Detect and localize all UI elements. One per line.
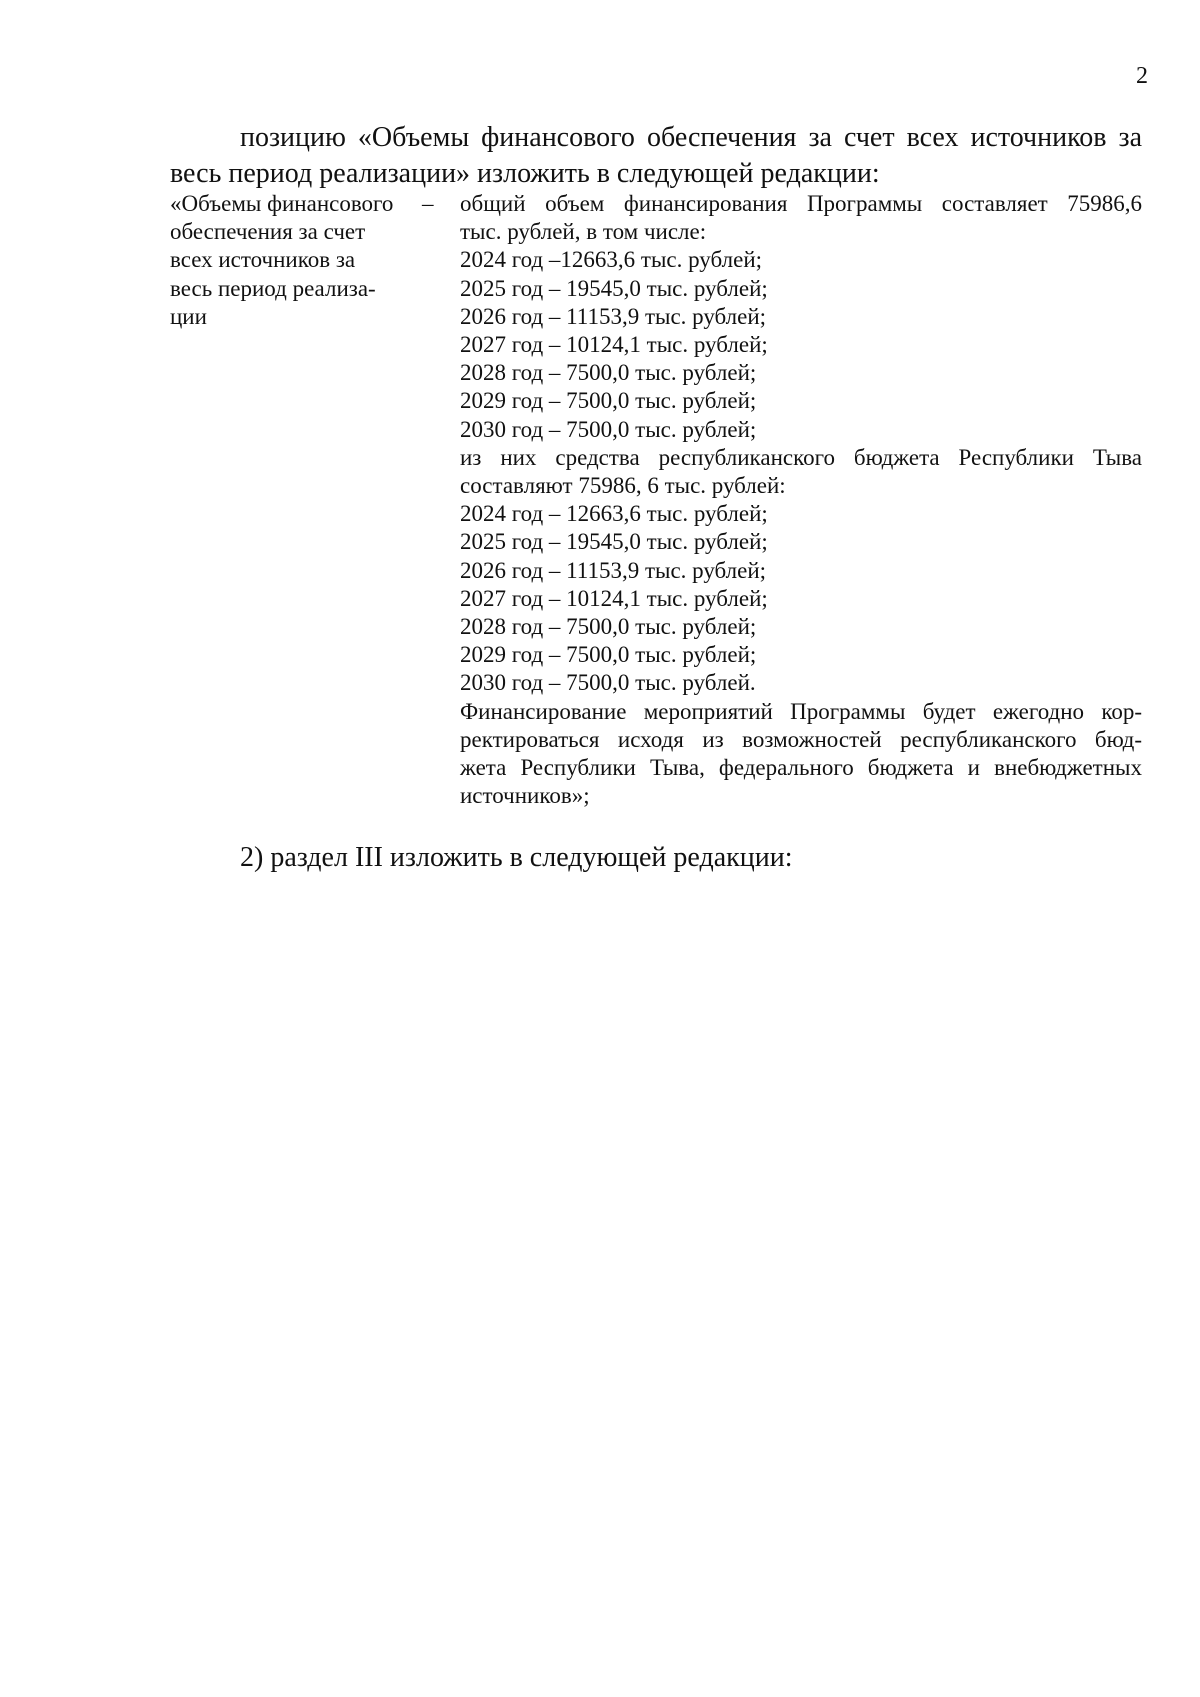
note-line-3: жета Республики Тыва, федерального бюджета и внебюджетных <box>460 755 1142 781</box>
year-republic-line: 2026 год – 11153,9 тыс. рублей; <box>460 557 767 583</box>
year-republic-line: 2024 год – 12663,6 тыс. рублей; <box>460 501 768 527</box>
year-total-line: 2028 год – 7500,0 тыс. рублей; <box>460 360 757 386</box>
year-total-line: 2025 год – 19545,0 тыс. рублей; <box>460 275 768 301</box>
year-total-line: 2024 год –12663,6 тыс. рублей; <box>460 247 763 273</box>
year-republic-line: 2025 год – 19545,0 тыс. рублей; <box>460 529 768 555</box>
note-line-1: Финансирование мероприятий Программы будет ежегодно кор- <box>460 698 1142 724</box>
passport-label-line: «Объемы финансового <box>170 191 394 216</box>
passport-label-line: весь период реализа- <box>170 275 376 301</box>
year-total-line: 2030 год – 7500,0 тыс. рублей; <box>460 416 757 442</box>
total-line-2: тыс. рублей, в том числе: <box>460 219 707 245</box>
passport-label <box>170 190 400 331</box>
passport-label-line: всех источников за <box>170 247 356 273</box>
passport-label-line: ции <box>170 303 207 329</box>
note-line-2: ректироваться исходя из возможностей республиканского бюд- <box>460 726 1142 752</box>
year-republic-line: 2029 год – 7500,0 тыс. рублей; <box>460 642 757 668</box>
republic-line-2: составляют 75986, 6 тыс. рублей: <box>460 473 786 499</box>
year-total-line: 2029 год – 7500,0 тыс. рублей; <box>460 388 757 414</box>
total-line-1: общий объем финансирования Программы составляет 75986,6 <box>460 191 1142 216</box>
point-2-heading: 2) раздел III изложить в следующей редакции: <box>240 842 793 873</box>
year-republic-line: 2030 год – 7500,0 тыс. рублей. <box>460 670 756 696</box>
intro-line-2: весь период реализации» изложить в следующей редакции: <box>170 158 880 189</box>
year-total-line: 2026 год – 11153,9 тыс. рублей; <box>460 303 767 329</box>
year-republic-line: 2028 год – 7500,0 тыс. рублей; <box>460 614 757 640</box>
intro-line-1: позицию «Объемы финансового обеспечения за счет всех источников за <box>240 122 1142 153</box>
passport-label-line: обеспечения за счет <box>170 219 366 245</box>
passport-value <box>460 190 1142 810</box>
year-republic-line: 2027 год – 10124,1 тыс. рублей; <box>460 585 768 611</box>
passport-dash: – <box>422 191 434 216</box>
intro-paragraph <box>170 120 1142 192</box>
republic-line-1: из них средства республиканского бюджета Республики Тыва <box>460 444 1142 470</box>
year-total-line: 2027 год – 10124,1 тыс. рублей; <box>460 332 768 358</box>
note-line-4: источников»; <box>460 783 590 809</box>
page-number: 2 <box>1136 63 1148 89</box>
